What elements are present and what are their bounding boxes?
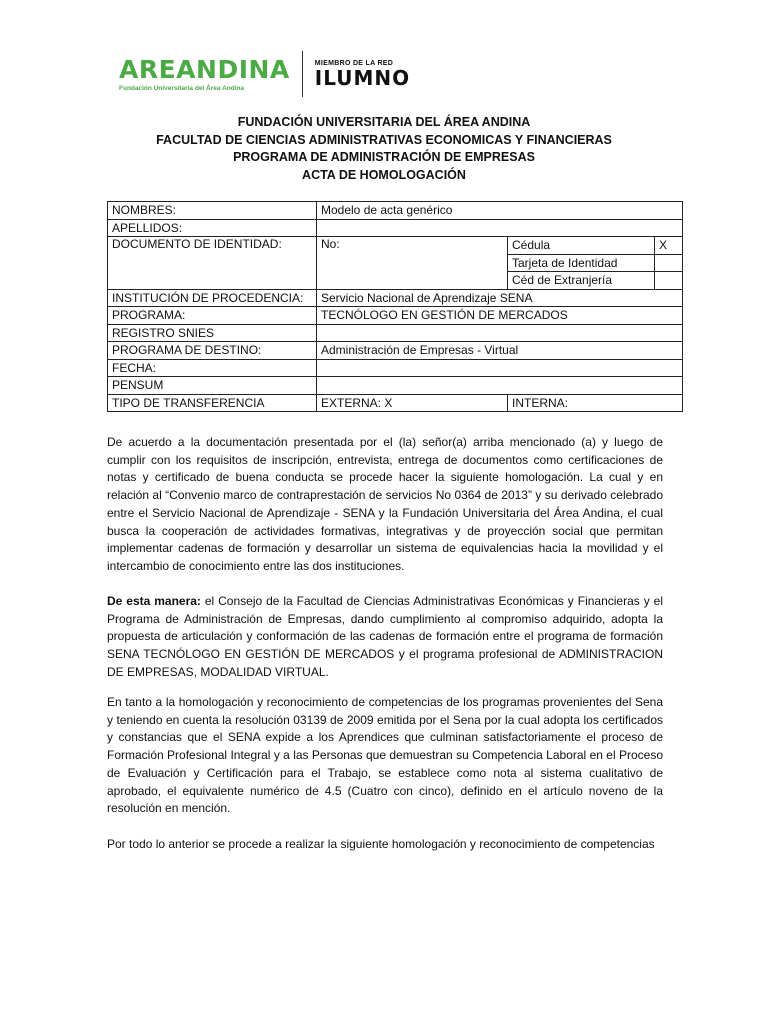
faculty-title: FACULTAD DE CIENCIAS ADMINISTRATIVAS ECONOMICAS Y FINANCIERAS [156,132,612,147]
transferencia-label: TIPO DE TRANSFERENCIA [108,394,317,412]
areandina-logo [119,54,290,92]
document-header [0,114,768,184]
document-number-label: No: [317,237,508,290]
fecha-value [317,359,683,377]
nombres-label: NOMBRES: [108,202,317,220]
institution-title: FUNDACIÓN UNIVERSITARIA DEL ÁREA ANDINA [237,115,531,129]
student-info-table [107,201,683,412]
fecha-label: FECHA: [108,359,317,377]
network-name: ILUMNO [314,65,411,90]
table-row [108,289,683,307]
table-row [108,202,683,220]
table-row [108,237,683,255]
destino-value: Administración de Empresas - Virtual [317,342,683,360]
doc-type-tarjeta-mark [655,254,683,272]
table-row [108,377,683,395]
logo-subtitle: Fundación Universitaria del Área Andina [119,84,245,92]
programa-label: PROGRAMA: [108,307,317,325]
program-title: PROGRAMA DE ADMINISTRACIÓN DE EMPRESAS [233,150,535,164]
table-row [108,219,683,237]
programa-value: TECNÓLOGO EN GESTIÓN DE MERCADOS [317,307,683,325]
snies-value [317,324,683,342]
pensum-label: PENSUM [108,377,317,395]
pensum-value [317,377,683,395]
paragraph-2-text: el Consejo de la Facultad de Ciencias Administrativas Económicas y Financieras y el Programa de Administración de Empresas, dando cumplimiento al compromiso adquirido, adopta la propuesta de articulación y conformación de las cadenas de formación entre el programa de formación SENA TECNÓLOGO EN GESTIÓN DE MERCADOS y el programa profesional de ADMINISTRACION DE EMPRESAS, MODALIDAD VIRTUAL. [107,594,663,679]
doc-type-extranjeria-mark [655,272,683,290]
paragraph-2-lead: De esta manera: [107,594,201,608]
table-row [108,342,683,360]
nombres-value: Modelo de acta genérico [317,202,683,220]
table-row [108,394,683,412]
snies-label: REGISTRO SNIES [108,324,317,342]
paragraph-4: Por todo lo anterior se procede a realizar la siguiente homologación y reconocimiento de competencias [107,837,655,851]
member-of-label: MIEMBRO DE LA RED [314,59,394,67]
paragraph-3: En tanto a la homologación y reconocimiento de competencias de los programas provenientes del Sena y teniendo en cuenta la resolución 03139 de 2009 emitida por el Sena por la cual adopta los certificados y constancias que el SENA expide a los Aprendices que culminan satisfactoriamente el proceso de Formación Profesional Integral y a las Personas que demuestran su Competencia Laboral en el Proceso de Evaluación y Certificación para el Trabajo, se establece como nota al sistema cualitativo de aprobado, el equivalente numérico de 4.5 (Cuatro con cinco), definido en el artículo noveno de la resolución en mención. [107,695,663,816]
interna-value: INTERNA: [508,394,683,412]
documento-label: DOCUMENTO DE IDENTIDAD: [108,237,317,290]
doc-type-cedula: Cédula [508,237,655,255]
institucion-label: INSTITUCIÓN DE PROCEDENCIA: [108,289,317,307]
doc-type-tarjeta: Tarjeta de Identidad [508,254,655,272]
document-title: ACTA DE HOMOLOGACIÓN [302,167,466,182]
ilumno-logo [315,60,410,89]
institucion-value: Servicio Nacional de Aprendizaje SENA [317,289,683,307]
logo-name: AREANDINA [119,54,290,84]
apellidos-value [317,219,683,237]
destino-label: PROGRAMA DE DESTINO: [108,342,317,360]
doc-type-extranjeria: Céd de Extranjería [508,272,655,290]
header-logo [119,48,410,100]
doc-type-cedula-mark: X [655,237,683,255]
externa-value: EXTERNA: X [317,394,508,412]
paragraph-1: De acuerdo a la documentación presentada por el (la) señor(a) arriba mencionado (a) y luego de cumplir con los requisitos de inscripción, entrevista, entrega de documentos como certificaciones de notas y certificado de buena conducta se procede hacer la siguiente homologación. La cual y en relación al “Convenio marco de contraprestación de servicios No 0364 de 2013” y su derivado celebrado entre el Servicio Nacional de Aprendizaje - SENA y la Fundación Universitaria del Área Andina, el cual busca la cooperación de actividades formativas, integrativas y de proyección social que permitan implementar cadenas de formación y desarrollar un sistema de equivalencias hacia la movilidad y el intercambio de conocimiento entre las dos instituciones. [107,435,663,573]
paragraph-2 [107,593,663,682]
table-row [108,307,683,325]
table-row [108,324,683,342]
table-row [108,359,683,377]
apellidos-label: APELLIDOS: [108,219,317,237]
logo-divider [302,51,303,97]
